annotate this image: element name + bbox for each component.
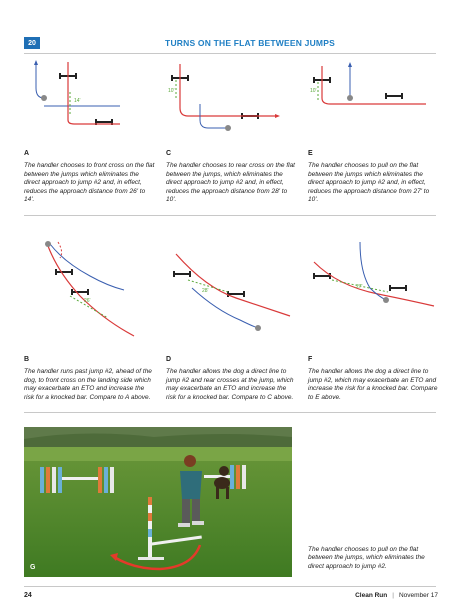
caption-b: B The handler runs past jump #2, ahead of the dog, to front cross on the landing side which may exacerbate an ETO and increase the risk for a knocked bar. Compare to A above. [24, 356, 152, 401]
page-title: TURNS ON THE FLAT BETWEEN JUMPS [165, 38, 335, 48]
distance-label-c: 10' [168, 88, 175, 94]
jump-1 [55, 269, 73, 275]
handler-icon [225, 125, 231, 131]
handler-icon [255, 325, 261, 331]
caption-a: A The handler chooses to front cross on the flat between the jumps which eliminates the direct approach to jump #2 and, in effect, reduces the approach distance from 26' to 14'. [24, 150, 155, 204]
jump-2 [389, 285, 407, 291]
diagram-d [166, 232, 296, 352]
jump-2 [71, 289, 89, 295]
caption-f: F The handler allows the dog a direct line to jump #2, which may exacerbate an ETO and increase the risk for a knocked bar. Compare to E above. [308, 356, 438, 401]
distance-label-a: 14' [74, 98, 81, 104]
caption-c: C The handler chooses to rear cross on the flat between the jumps, which eliminates the direct approach to jump #2 and, in effect, reduces the approach distance from 28' to 10'. [166, 150, 295, 204]
caption-e: E The handler chooses to pull on the flat between the jumps which eliminates the direct approach to jump #2 and, in effect, reduces the approach distance from 27' to 10'. [308, 150, 430, 204]
footer-page-number: 24 [24, 592, 32, 599]
handler-icon [41, 95, 47, 101]
jump-1 [173, 271, 191, 277]
footer-publication: Clean Run | November 17 [355, 592, 438, 599]
diagram-f [308, 232, 438, 352]
diagram-b [24, 232, 154, 352]
distance-label-e: 10' [310, 88, 317, 94]
distance-label-b: 26' [84, 298, 91, 304]
row-divider [24, 215, 436, 216]
photo-caption: The handler chooses to pull on the flat between the jumps, which eliminates the direct approach to jump #2. [308, 546, 425, 570]
distance-label-f: 27' [356, 284, 363, 290]
photo-g [24, 427, 292, 577]
handler-icon [45, 241, 51, 247]
diagram-c [166, 58, 296, 158]
handler-icon [347, 95, 353, 101]
issue-date: November 17 [398, 592, 438, 599]
caption-d: D The handler allows the dog a direct line to jump #2 and rear crosses at the jump, which may exacerbate an ETO and increase the risk for a knocked bar. Compare to C above. [166, 356, 294, 401]
diagram-e [308, 58, 438, 158]
handler-icon [383, 297, 389, 303]
header-divider [24, 53, 436, 54]
page-section-badge: 20 [24, 37, 40, 49]
photo-letter: G [30, 564, 36, 571]
jump-2 [385, 93, 403, 99]
magazine-name: Clean Run [355, 592, 388, 599]
distance-label-d: 28' [202, 288, 209, 294]
diagram-a [24, 58, 154, 158]
row-divider [24, 412, 436, 413]
footer-divider [24, 586, 436, 587]
jump-wing-mid [98, 467, 114, 493]
jump-wing-right [230, 465, 246, 489]
